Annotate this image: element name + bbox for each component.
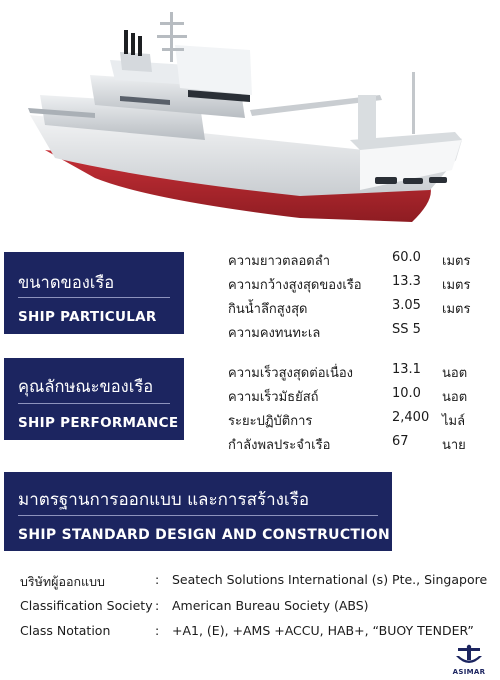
anchor-emblem-icon xyxy=(450,644,488,668)
spec-row xyxy=(228,410,488,432)
spec-row xyxy=(228,274,488,296)
heading-divider xyxy=(18,403,170,404)
spec-value: 67 xyxy=(392,434,409,449)
ship-particular-band xyxy=(4,252,184,334)
info-value: American Bureau Society (ABS) xyxy=(172,598,369,613)
spec-label: ความเร็วสูงสุดต่อเนื่อง xyxy=(228,366,353,381)
spec-unit: เมตร xyxy=(442,302,471,317)
info-colon: : xyxy=(155,572,160,587)
spec-label: ความกว้างสูงสุดของเรือ xyxy=(228,278,362,293)
spec-value: 2,400 xyxy=(392,410,430,425)
spec-row xyxy=(228,386,488,408)
asimar-logo xyxy=(450,644,488,678)
spec-value: 13.1 xyxy=(392,362,421,377)
spec-unit: เมตร xyxy=(442,254,471,269)
spec-unit: เมตร xyxy=(442,278,471,293)
info-colon: : xyxy=(155,598,160,613)
info-key: บริษัทผู้ออกแบบ xyxy=(20,574,105,589)
asimar-logo-text: ASIMAR xyxy=(452,668,486,676)
info-key: Classification Society xyxy=(20,598,153,613)
ship-performance-heading-en: SHIP PERFORMANCE xyxy=(18,415,179,431)
heading-divider xyxy=(18,515,378,516)
spec-unit: นอต xyxy=(442,366,468,381)
spec-row xyxy=(228,250,488,272)
spec-label: ความเร็วมัธยัสถ์ xyxy=(228,390,319,405)
spec-value: 3.05 xyxy=(392,298,421,313)
info-key: Class Notation xyxy=(20,623,111,638)
spec-label: กำลังพลประจำเรือ xyxy=(228,438,331,453)
info-value: +A1, (E), +AMS +ACCU, HAB+, “BUOY TENDER” xyxy=(172,623,474,638)
ship-standard-band xyxy=(4,472,392,551)
spec-row xyxy=(228,362,488,384)
spec-value: SS 5 xyxy=(392,322,421,337)
ship-illustration xyxy=(0,0,500,240)
spec-row xyxy=(228,434,488,456)
ship-standard-heading-en: SHIP STANDARD DESIGN AND CONSTRUCTION xyxy=(18,527,391,543)
ship-particular-heading-th: ขนาดของเรือ xyxy=(18,273,115,292)
spec-row xyxy=(228,298,488,320)
spec-value: 13.3 xyxy=(392,274,421,289)
spec-label: กินน้ำลึกสูงสุด xyxy=(228,302,308,317)
ship-performance-heading-th: คุณลักษณะของเรือ xyxy=(18,377,154,396)
spec-label: ความยาวตลอดลำ xyxy=(228,254,331,269)
ship-standard-heading-th: มาตรฐานการออกแบบ และการสร้างเรือ xyxy=(18,490,310,510)
spec-label: ความคงทนทะเล xyxy=(228,326,321,341)
heading-divider xyxy=(18,297,170,298)
info-colon: : xyxy=(155,623,160,638)
spec-unit: ไมล์ xyxy=(442,414,466,429)
spec-unit: นอต xyxy=(442,390,468,405)
spec-value: 10.0 xyxy=(392,386,421,401)
ship-particular-heading-en: SHIP PARTICULAR xyxy=(18,309,157,325)
spec-value: 60.0 xyxy=(392,250,421,265)
spec-row xyxy=(228,322,488,344)
ship-performance-band xyxy=(4,358,184,440)
spec-label: ระยะปฏิบัติการ xyxy=(228,414,313,429)
info-value: Seatech Solutions International (s) Pte., Singapore xyxy=(172,572,488,587)
spec-unit: นาย xyxy=(442,438,466,453)
